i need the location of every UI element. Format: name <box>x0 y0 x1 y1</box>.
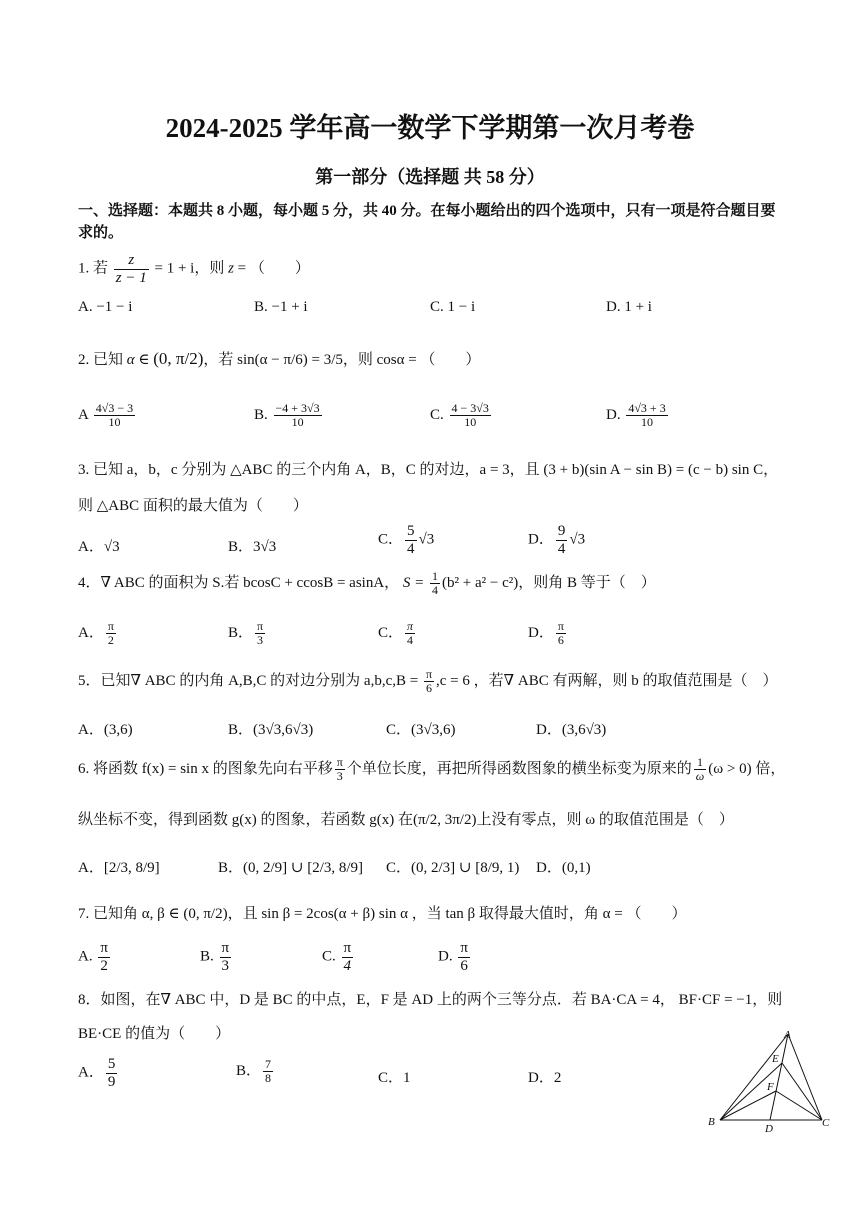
q2-option-c[interactable]: C. $\frac{4 - 3√3}{10}$ <box>430 401 489 430</box>
label-f: F <box>767 1081 774 1093</box>
q3-option-a[interactable]: A．√3 <box>78 539 120 555</box>
q7-option-d[interactable]: D. $\frac{\pi}{6}$ <box>438 940 468 974</box>
question-2: 2. 已知 α ∈ (0, π/2)，若 sin(α − π/6) = 3/5，则 cosα = （ ） <box>78 349 481 368</box>
edge-ac <box>788 1034 822 1120</box>
q3-option-c[interactable]: C． $\frac{5}{4}$ √3 <box>378 523 435 557</box>
label-a: A <box>784 1029 791 1041</box>
question-8-line-2: BE·CE 的值为（ ） <box>78 1026 231 1042</box>
q3-option-b[interactable]: B．3√3 <box>228 539 277 555</box>
q1-option-c[interactable]: C. 1 − i <box>430 299 476 315</box>
q2-option-a[interactable]: A $\frac{4√3 - 3}{10}$ <box>78 401 134 430</box>
q7-option-b[interactable]: B. $\frac{\pi}{3}$ <box>200 940 230 974</box>
q1-tail: = （ ） <box>233 260 310 277</box>
q5-option-a[interactable]: A．(3,6) <box>78 722 133 738</box>
q6-option-b[interactable]: B．(0, 2/9] ∪ [2/3, 8/9] <box>218 860 364 876</box>
q1-mid: = 1 + i，则 <box>154 260 229 277</box>
question-8-line-1: 8．如图，在∇ ABC 中，D 是 BC 的中点，E，F 是 AD 上的两个三等分点．若 BA·CA = 4， BF·CF = −1，则 <box>78 992 783 1008</box>
question-3-line-2: 则 △ABC 面积的最大值为（ ） <box>78 498 308 514</box>
segment-cf <box>776 1091 822 1120</box>
median-ad <box>770 1034 788 1120</box>
q8-option-a[interactable]: A． $\frac{5}{9}$ <box>78 1056 116 1090</box>
part-heading: 第一部分（选择题 共 58 分） <box>315 167 545 187</box>
q1-var: z <box>228 260 234 277</box>
triangle-figure <box>708 1028 832 1138</box>
q3-option-d[interactable]: D． $\frac{9}{4}$ √3 <box>528 523 586 557</box>
q1-fraction: $\frac{z}{z - 1}$ <box>115 252 147 286</box>
edge-ab <box>720 1034 788 1120</box>
section-instructions: 一、选择题：本题共 8 小题，每小题 5 分，共 40 分。在每小题给出的四个选项中，只有一项是符合题目要求的。 <box>78 203 776 241</box>
q1-option-d[interactable]: D. 1 + i <box>606 299 652 315</box>
q4-option-b[interactable]: B． $\frac{\pi}{3}$ <box>228 619 264 648</box>
question-7: 7. 已知角 α, β ∈ (0, π/2)，且 sin β = 2cos(α + β) sin α ，当 tan β 取得最大值时，角 α = （ ） <box>78 906 687 922</box>
q1-option-a[interactable]: A. −1 − i <box>78 299 133 315</box>
question-4: 4．∇ ABC 的面积为 S.若 bcosC + ccosB = asinA， S = $\frac{1}{4}$ (b² + a² − c²)，则角 B 等于（ ） <box>78 569 656 598</box>
q7-option-c[interactable]: C. $\frac{\pi}{4}$ <box>322 940 352 974</box>
q4-option-a[interactable]: A． $\frac{\pi}{2}$ <box>78 619 114 648</box>
page-title: 2024-2025 学年高一数学下学期第一次月考卷 <box>165 113 695 143</box>
label-c: C <box>822 1117 830 1129</box>
q2-option-d[interactable]: D. $\frac{4√3 + 3}{10}$ <box>606 401 666 430</box>
label-e: E <box>772 1053 779 1065</box>
q4-option-c[interactable]: C． $\frac{\pi}{4}$ <box>378 619 414 648</box>
q7-option-a[interactable]: A. $\frac{\pi}{2}$ <box>78 940 108 974</box>
q5-option-c[interactable]: C．(3√3,6) <box>386 722 456 738</box>
question-1 <box>78 252 310 286</box>
q8-option-d[interactable]: D．2 <box>528 1070 562 1086</box>
q8-option-b[interactable]: B． $\frac{7}{8}$ <box>236 1057 272 1086</box>
q1-prefix: 1. 若 <box>78 260 109 277</box>
label-d: D <box>765 1123 773 1135</box>
question-6-line-2: 纵坐标不变，得到函数 g(x) 的图象，若函数 g(x) 在(π/2, 3π/2)上没有零点，则 ω 的取值范围是（ ） <box>78 812 734 828</box>
q2-option-b[interactable]: B. $\frac{-4 + 3√3}{10}$ <box>254 401 320 430</box>
question-3-line-1: 3. 已知 a，b，c 分别为 △ABC 的三个内角 A，B，C 的对边，a = 3，且 (3 + b)(sin A − sin B) = (c − b) sin C， <box>78 462 779 478</box>
q8-option-c[interactable]: C．1 <box>378 1070 411 1086</box>
q6-option-a[interactable]: A．[2/3, 8/9] <box>78 860 160 876</box>
segment-bf <box>720 1091 776 1120</box>
q4-option-d[interactable]: D． $\frac{\pi}{6}$ <box>528 619 564 648</box>
q6-option-d[interactable]: D．(0,1) <box>536 860 591 876</box>
label-b: B <box>708 1116 715 1128</box>
segment-ce <box>782 1063 822 1120</box>
q1-option-b[interactable]: B. −1 + i <box>254 299 308 315</box>
question-5: 5．已知∇ ABC 的内角 A,B,C 的对边分别为 a,b,c,B = $\frac{\pi}{6}$ ,c = 6 ，若∇ ABC 有两解，则 b 的取值范围是（ ） <box>78 667 778 696</box>
q5-option-b[interactable]: B．(3√3,6√3) <box>228 722 314 738</box>
q5-option-d[interactable]: D．(3,6√3) <box>536 722 607 738</box>
q6-option-c[interactable]: C．(0, 2/3] ∪ [8/9, 1) <box>386 860 520 876</box>
question-6-line-1: 6. 将函数 f(x) = sin x 的图象先向右平移 $\frac{\pi}{3}$ 个单位长度，再把所得函数图象的横坐标变为原来的 $\frac{1}{\omega}$ (ω > 0) 倍， <box>78 755 786 784</box>
